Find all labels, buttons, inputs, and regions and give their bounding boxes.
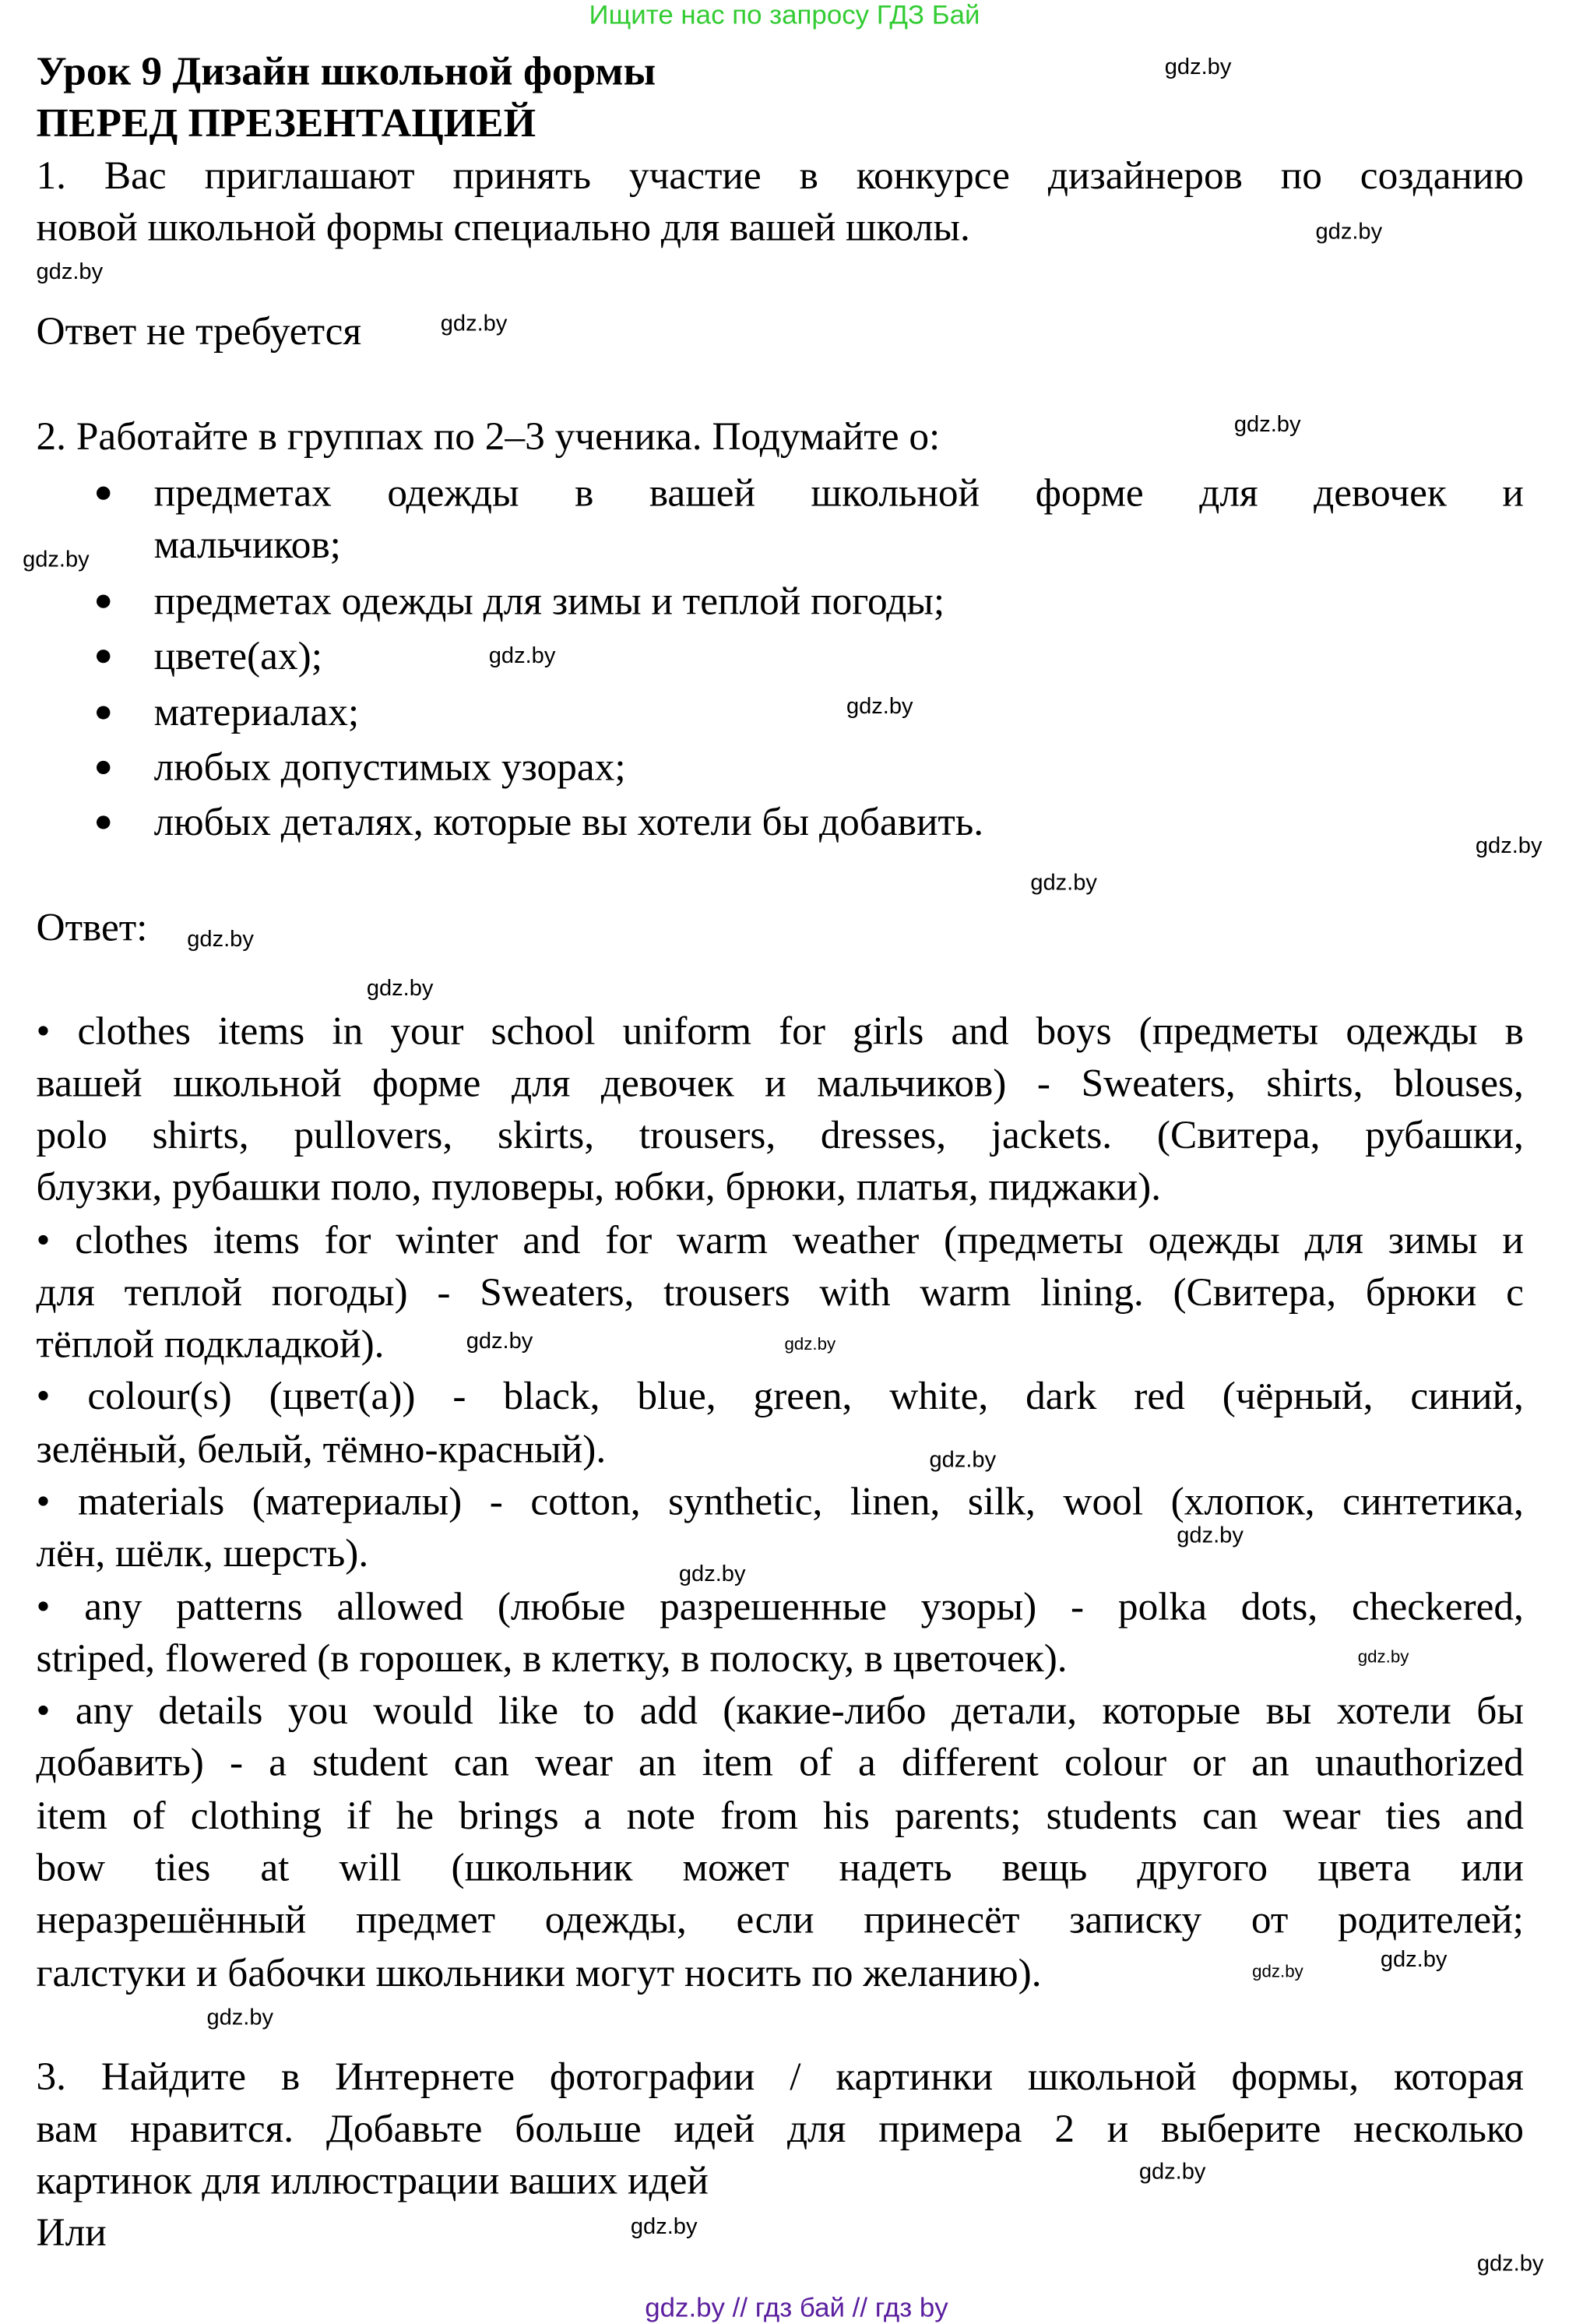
answer-line: блузки, рубашки поло, пуловеры, юбки, брюки, платья, пиджаки). <box>36 1164 1162 1210</box>
watermark: gdz.by <box>630 2214 698 2240</box>
watermark: gdz.by <box>1476 2251 1544 2277</box>
watermark: gdz.by <box>929 1447 997 1473</box>
task-2-text: 2. Работайте в группах по 2–3 ученика. Подумайте о: <box>36 413 941 458</box>
answer-line: • materials (материалы) - cotton, synthetic, linen, silk, wool (хлопок, синтетика, <box>36 1478 1524 1523</box>
answer-label: Ответ: <box>36 903 148 949</box>
watermark: gdz.by <box>1475 833 1543 859</box>
bullet-item: цвете(ах); <box>153 632 322 678</box>
bullet-icon <box>97 650 110 663</box>
answer-line: галстуки и бабочки школьники могут носить по желанию). <box>36 1949 1042 1995</box>
answer-line: striped, flowered (в горошек, в клетку, в полоску, в цветочек). <box>36 1636 1068 1681</box>
task-3-text: картинок для иллюстрации ваших идей <box>36 2157 709 2202</box>
answer-line: добавить) - a student can wear an item of a different colour or an unauthorized <box>36 1740 1524 1785</box>
watermark: gdz.by <box>846 694 913 720</box>
bullet-icon <box>97 761 110 774</box>
bullet-item: мальчиков; <box>153 521 341 566</box>
answer-line: неразрешённый предмет одежды, если принесёт записку от родителей; <box>36 1897 1524 1942</box>
watermark: gdz.by <box>678 1562 746 1587</box>
answer-line: лён, шёлк, шерсть). <box>36 1530 369 1576</box>
watermark: gdz.by <box>23 547 90 573</box>
watermark: gdz.by <box>1233 412 1301 438</box>
watermark: gdz.by <box>1164 55 1232 80</box>
section-heading: ПЕРЕД ПРЕЗЕНТАЦИЕЙ <box>36 98 536 145</box>
watermark: gdz.by <box>1177 1523 1244 1549</box>
answer-line: • any patterns allowed (любые разрешенные узоры) - polka dots, checkered, <box>36 1583 1524 1629</box>
bullet-icon <box>97 815 110 829</box>
bullet-icon <box>97 706 110 719</box>
task-1-text: 1. Вас приглашают принять участие в конкурсе дизайнеров по созданию <box>36 152 1524 197</box>
header-banner[interactable]: Ищите нас по запросу ГДЗ Бай <box>589 0 980 30</box>
answer-line: • colour(s) (цвет(а)) - black, blue, green, white, dark red (чёрный, синий, <box>36 1374 1524 1419</box>
bullet-item: любых допустимых узорах; <box>153 744 626 789</box>
watermark: gdz.by <box>206 2005 274 2030</box>
answer-line: • clothes items in your school uniform for girls and boys (предметы одежды в <box>36 1007 1524 1053</box>
task-3-text: 3. Найдите в Интернете фотографии / картинки школьной формы, которая <box>36 2053 1524 2098</box>
watermark: gdz.by <box>1380 1947 1448 1973</box>
watermark: gdz.by <box>187 927 254 952</box>
answer-line: item of clothing if he brings a note from his parents; students can wear ties and <box>36 1792 1524 1837</box>
task-3-or: Или <box>36 2209 107 2254</box>
answer-line: зелёный, белый, тёмно-красный). <box>36 1426 607 1471</box>
watermark: gdz.by <box>488 643 556 669</box>
watermark: gdz.by <box>466 1329 533 1354</box>
watermark: gdz.by <box>1030 870 1097 896</box>
watermark: gdz.by <box>366 976 434 1002</box>
answer-line: bow ties at will (школьник может надеть вещь другого цвета или <box>36 1844 1524 1890</box>
bullet-item: предметах одежды для зимы и теплой погоды; <box>153 577 945 622</box>
watermark: gdz.by <box>1315 219 1383 245</box>
watermark: gdz.by <box>784 1336 836 1354</box>
bullet-icon <box>97 487 110 500</box>
watermark: gdz.by <box>1357 1649 1409 1667</box>
watermark: gdz.by <box>36 259 104 285</box>
watermark: gdz.by <box>440 311 508 337</box>
answer-line: • clothes items for winter and for warm weather (предметы одежды для зимы и <box>36 1217 1524 1262</box>
task-3-text: вам нравится. Добавьте больше идей для примера 2 и выберите несколько <box>36 2105 1524 2150</box>
task-1-text: новой школьной формы специально для вашей школы. <box>36 203 970 248</box>
footer-banner[interactable]: gdz.by // гдз бай // гдз by <box>645 2293 948 2323</box>
task-1-answer: Ответ не требуется <box>36 308 362 353</box>
answer-line: вашей школьной форме для девочек и мальчиков) - Sweaters, shirts, blouses, <box>36 1060 1524 1105</box>
bullet-item: любых деталях, которые вы хотели бы добавить. <box>153 798 984 843</box>
lesson-title: Урок 9 Дизайн школьной формы <box>36 46 656 93</box>
answer-line: • any details you would like to add (какие-либо детали, которые вы хотели бы <box>36 1688 1524 1733</box>
bullet-item: материалах; <box>153 688 360 734</box>
bullet-icon <box>97 595 110 608</box>
answer-line: polo shirts, pullovers, skirts, trousers, dresses, jackets. (Свитера, рубашки, <box>36 1112 1524 1157</box>
watermark: gdz.by <box>1138 2159 1206 2185</box>
watermark: gdz.by <box>1252 1963 1303 1982</box>
answer-line: тёплой подкладкой). <box>36 1322 385 1367</box>
answer-line: для теплой погоды) - Sweaters, trousers with warm lining. (Свитера, брюки с <box>36 1269 1524 1315</box>
bullet-item: предметах одежды в вашей школьной форме для девочек и <box>153 469 1524 514</box>
